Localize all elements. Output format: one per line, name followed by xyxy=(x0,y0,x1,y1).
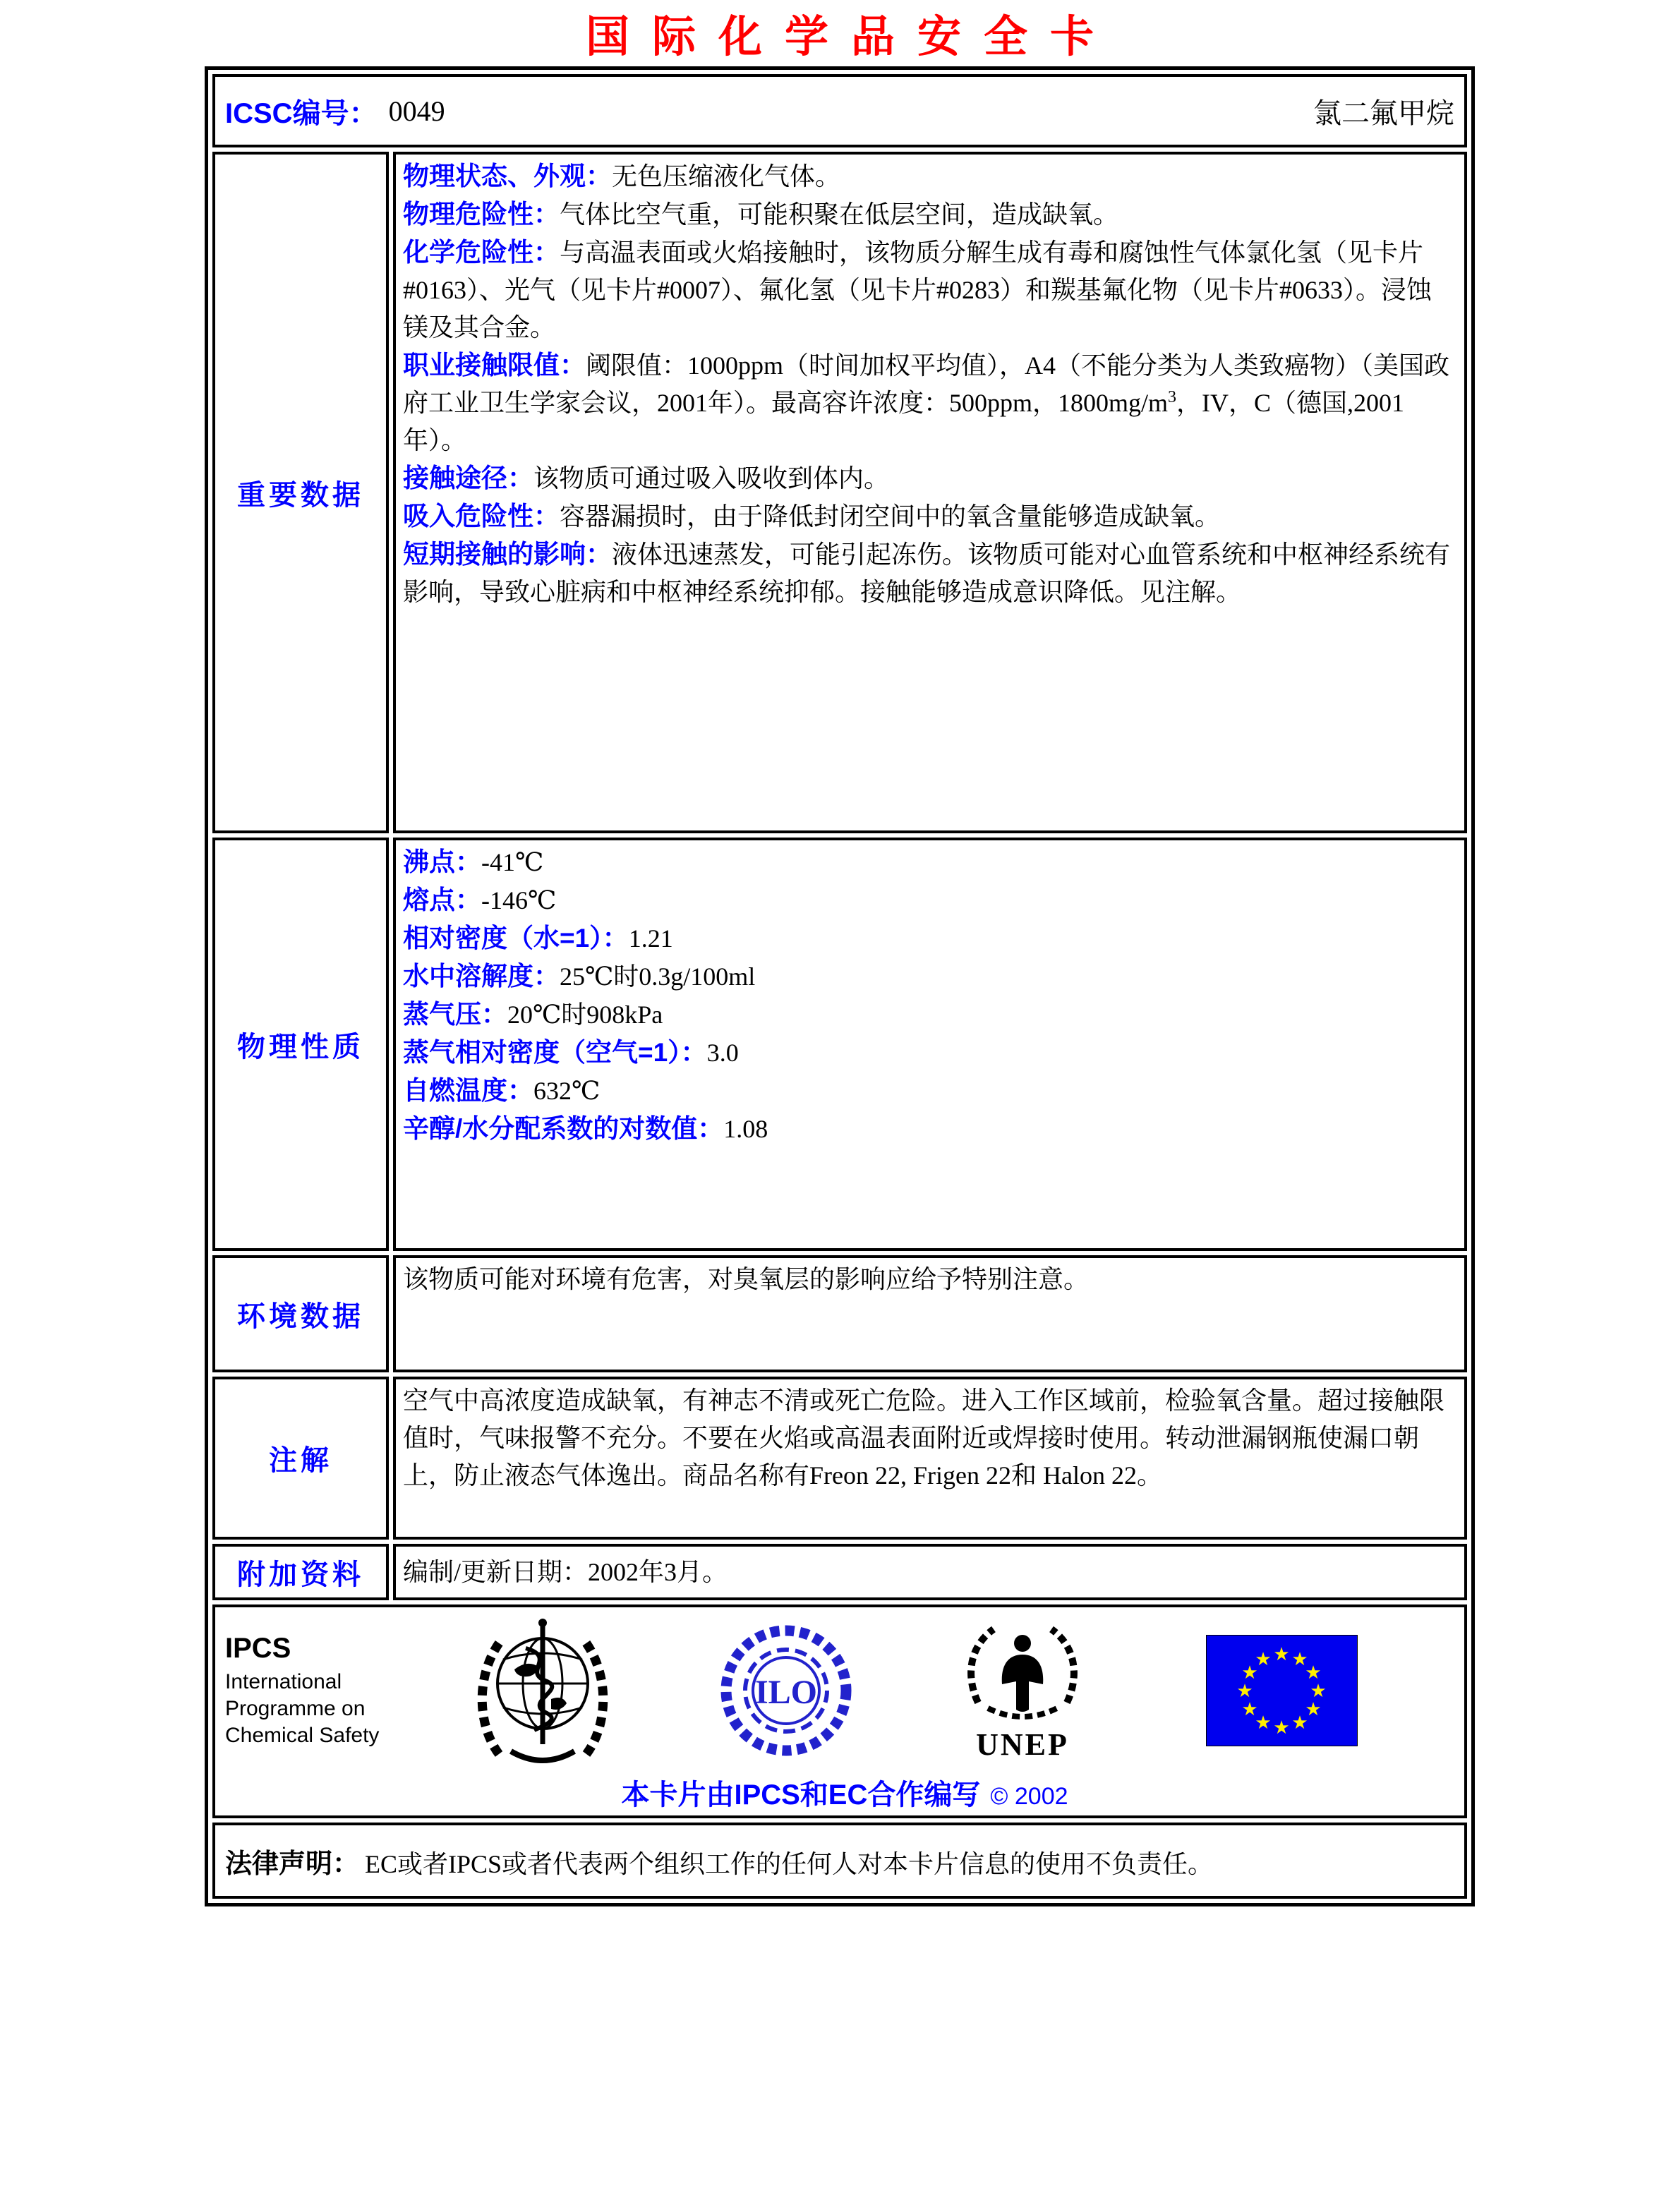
section-label-important-data: 重要数据 xyxy=(212,152,389,833)
text-run: 空气中高浓度造成缺氧，有神志不清或死亡危险。进入工作区域前，检验氧含量。超过接触限值时，气味报警不充分。不要在火焰或高温表面附近或焊接时使用。转动泄漏钢瓶使漏口朝上，防止液态气体逸出。商品名称有Freon 22, Frigen 22和 Halon 22。 xyxy=(403,1386,1445,1489)
field-label: 化学危险性： xyxy=(403,238,560,267)
section-row-notes xyxy=(212,1377,1467,1540)
section-label-environmental-data: 环境数据 xyxy=(212,1255,389,1372)
unep-logo-text: UNEP xyxy=(976,1727,1069,1762)
field-label: 吸入危险性： xyxy=(403,502,560,531)
field-label: 职业接触限值： xyxy=(403,351,586,380)
text-run: 3 xyxy=(1168,388,1177,406)
paragraph xyxy=(403,1261,1454,1298)
paragraph xyxy=(403,497,1454,536)
text-run: 无色压缩液化气体。 xyxy=(612,162,841,191)
section-content-important-data xyxy=(393,152,1467,833)
text-run: -146℃ xyxy=(481,886,557,914)
copyright-year: © 2002 xyxy=(990,1783,1068,1810)
text-run: 632℃ xyxy=(533,1077,601,1105)
text-run: 1.21 xyxy=(628,924,673,953)
field-label: 蒸气压： xyxy=(403,1000,507,1029)
ipcs-name-line: Chemical Safety xyxy=(225,1723,380,1747)
eu-star-icon: ★ xyxy=(1273,1717,1290,1739)
eu-star-icon: ★ xyxy=(1273,1644,1290,1665)
paragraph xyxy=(403,157,1454,195)
field-label: 短期接触的影响： xyxy=(403,540,612,569)
field-label: 物理危险性： xyxy=(403,200,560,229)
section-content-physical-properties xyxy=(393,838,1467,1251)
field-label: 自燃温度： xyxy=(403,1076,533,1105)
ipcs-name-line: Programme on xyxy=(225,1696,366,1720)
section-row-important-data xyxy=(212,152,1467,833)
copyright-line xyxy=(225,1772,1464,1813)
ilo-logo-text: ILO xyxy=(754,1674,818,1711)
text-run: 该物质可能对环境有危害，对臭氧层的影响应给予特别注意。 xyxy=(403,1265,1090,1293)
section-row-environmental-data xyxy=(212,1255,1467,1372)
eu-star-icon: ★ xyxy=(1255,1712,1272,1734)
text-run: -41℃ xyxy=(481,848,544,876)
eu-star-icon: ★ xyxy=(1236,1681,1253,1702)
header-cell xyxy=(212,74,1467,147)
eu-star-icon: ★ xyxy=(1241,1662,1258,1684)
paragraph xyxy=(403,1554,1454,1591)
header-row xyxy=(212,74,1467,147)
text-run: 20℃时908kPa xyxy=(507,1001,663,1029)
ipcs-acronym: IPCS xyxy=(225,1632,291,1664)
legal-row xyxy=(212,1823,1467,1899)
text-run: 3.0 xyxy=(706,1039,739,1067)
paragraph xyxy=(403,881,1454,919)
paragraph xyxy=(403,536,1454,611)
field-label: 辛醇/水分配系数的对数值： xyxy=(403,1114,724,1143)
eu-star-icon: ★ xyxy=(1291,1712,1308,1734)
copyright-text: 本卡片由IPCS和EC合作编写 xyxy=(621,1779,981,1811)
field-label: 相对密度（水=1）： xyxy=(403,924,629,953)
text-run: 与高温表面或火焰接触时，该物质分解生成有毒和腐蚀性气体氯化氢（见卡片#0163）、光气（见卡片#0007）、氟化氢（见卡片#0283）和羰基氟化物（见卡片#0633）。浸蚀镁及其合金。 xyxy=(403,238,1432,342)
text-run: 1.08 xyxy=(723,1115,768,1143)
logos-row xyxy=(212,1604,1467,1818)
logos-cell xyxy=(212,1604,1467,1818)
text-run: 25℃时0.3g/100ml xyxy=(560,962,756,991)
paragraph xyxy=(403,1072,1454,1110)
paragraph xyxy=(403,1110,1454,1148)
paragraph xyxy=(403,459,1454,497)
paragraph xyxy=(403,1382,1454,1494)
section-row-physical-properties xyxy=(212,838,1467,1251)
who-logo-icon xyxy=(472,1613,613,1768)
text-run: 容器漏损时，由于降低封闭空间中的氧含量能够造成缺氧。 xyxy=(560,502,1221,531)
field-label: 水中溶解度： xyxy=(403,962,560,991)
paragraph xyxy=(403,843,1454,881)
legal-notice-label: 法律声明： xyxy=(225,1849,360,1879)
icsc-card-table xyxy=(205,66,1475,1906)
unep-logo-block xyxy=(963,1619,1082,1763)
section-label-additional-information: 附加资料 xyxy=(212,1544,389,1600)
section-row-additional-information xyxy=(212,1544,1467,1600)
eu-star-icon: ★ xyxy=(1255,1649,1272,1670)
ipcs-name-line: International xyxy=(225,1669,342,1693)
paragraph xyxy=(403,1034,1454,1072)
paragraph xyxy=(403,957,1454,996)
paragraph xyxy=(403,996,1454,1034)
paragraph xyxy=(403,346,1454,459)
section-content-additional-information xyxy=(393,1544,1467,1600)
legal-cell xyxy=(212,1823,1467,1899)
ipcs-text-block xyxy=(225,1633,402,1749)
paragraph xyxy=(403,919,1454,957)
eu-star-icon: ★ xyxy=(1305,1699,1322,1720)
text-run: ，IV，C（德国,2001年）。 xyxy=(403,389,1405,454)
icsc-number-label: ICSC编号： xyxy=(225,97,378,129)
chemical-name: 氯二氟甲烷 xyxy=(1313,97,1454,129)
ilo-logo-icon xyxy=(719,1613,853,1768)
text-run: 该物质可通过吸入吸收到体内。 xyxy=(533,464,890,492)
field-label: 沸点： xyxy=(403,847,481,876)
field-label: 熔点： xyxy=(403,886,481,914)
text-run: 编制/更新日期：2002年3月。 xyxy=(403,1557,728,1586)
eu-star-icon: ★ xyxy=(1291,1649,1308,1670)
paragraph xyxy=(403,195,1454,234)
field-label: 蒸气相对密度（空气=1）： xyxy=(403,1038,707,1067)
text-run: 阈限值：1000ppm（时间加权平均值），A4（不能分类为人类致癌物）（美国政府工业卫生学家会议，2001年）。最高容许浓度：500ppm，1800mg/m xyxy=(403,351,1450,417)
text-run: 液体迅速蒸发，可能引起冻伤。该物质可能对心血管系统和中枢神经系统有影响，导致心脏病和中枢神经系统抑郁。接触能够造成意识降低。见注解。 xyxy=(403,540,1451,606)
paragraph xyxy=(403,234,1454,346)
text-run: 气体比空气重，可能积聚在低层空间，造成缺氧。 xyxy=(560,200,1119,229)
icsc-number-value: 0049 xyxy=(388,95,445,127)
page-title: 国际化学品安全卡 xyxy=(585,13,1116,61)
unep-logo-icon xyxy=(963,1619,1082,1725)
section-content-environmental-data xyxy=(393,1255,1467,1372)
section-label-physical-properties: 物理性质 xyxy=(212,838,389,1251)
eu-star-icon: ★ xyxy=(1241,1699,1258,1720)
section-content-notes xyxy=(393,1377,1467,1540)
eu-star-icon: ★ xyxy=(1310,1681,1327,1702)
eu-star-icon: ★ xyxy=(1305,1662,1322,1684)
legal-notice-text: EC或者IPCS或者代表两个组织工作的任何人对本卡片信息的使用不负责任。 xyxy=(365,1849,1214,1878)
eu-flag-icon xyxy=(1206,1635,1358,1746)
field-label: 接触途径： xyxy=(403,464,533,492)
section-label-notes: 注解 xyxy=(212,1377,389,1540)
field-label: 物理状态、外观： xyxy=(403,162,612,191)
